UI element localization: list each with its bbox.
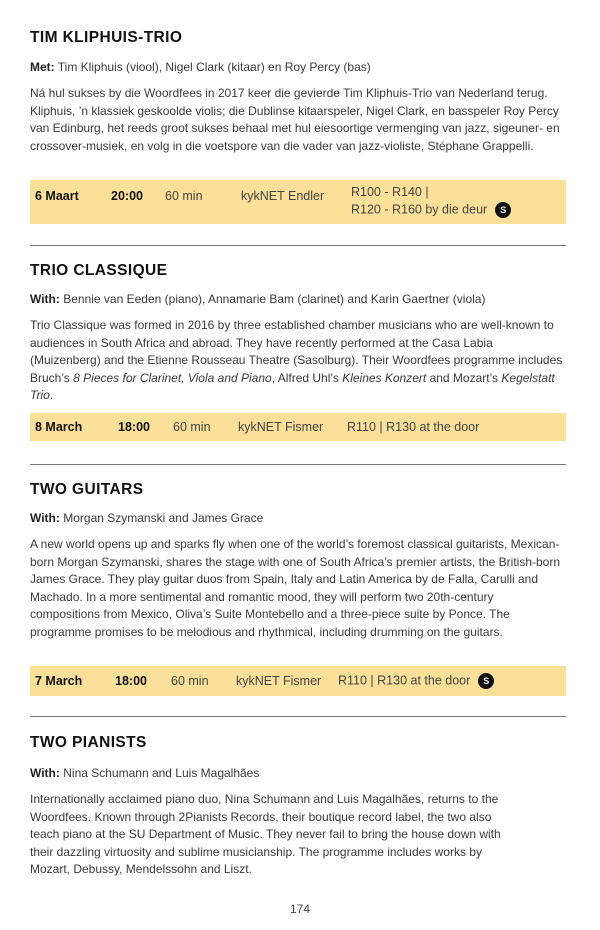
event-performers	[30, 510, 566, 526]
event-price: R110 | R130 at the door	[347, 420, 480, 434]
event-details-bar	[30, 666, 566, 696]
page-number: 174	[289, 902, 311, 916]
section-divider	[30, 245, 566, 246]
season-badge-icon: S	[478, 673, 494, 689]
event-venue: kykNET Fismer	[238, 420, 324, 434]
event-price-line1: R100 - R140 |	[351, 185, 429, 199]
event-date: 7 March	[35, 674, 83, 688]
event-trio-classique	[30, 261, 566, 405]
event-venue: kykNET Fismer	[236, 674, 322, 688]
performers-label: With:	[30, 292, 60, 306]
section-divider	[30, 464, 566, 465]
event-description: Trio Classique was formed in 2016 by three established chamber musicians who are well-known to audiences in South Africa and abroad. They have recently performed at the Casa Labia (Muizenberg) and the Etienne Rousseau Theatre (Sasolburg). Their Woordfees programme includes Bruch’s 8 Pieces for Clarinet, Viola and Piano, Alfred Uhl’s Kleines Konzert and Mozart’s Kegelstatt Trio.	[30, 318, 563, 402]
performers-label: Met:	[30, 60, 55, 74]
section-divider	[30, 716, 566, 717]
event-venue: kykNET Endler	[241, 189, 325, 203]
event-duration: 60 min	[171, 674, 209, 688]
event-date: 6 Maart	[35, 189, 79, 203]
event-time: 18:00	[115, 674, 147, 688]
performers-label: With:	[30, 766, 60, 780]
event-description: A new world opens up and sparks fly when one of the world’s foremost classical guitarists, Mexican-born Morgan Szymanski, shares the stage with one of South Africa’s premier artists, the British-born James Grace. They play guitar duos from Spain, Italy and Latin America by de Falla, Carulli and Machado. In a more sentimental and romantic mood, they will perform two 20th-century compositions from Mexico, Oliva’s Suite Montebello and a three-piece suite by Ponce. The programme promises to be melodious and rhythmical, including drumming on the guitars.	[30, 537, 561, 639]
event-date: 8 March	[35, 420, 83, 434]
event-time: 20:00	[111, 189, 143, 203]
event-title: TWO GUITARS	[30, 481, 144, 498]
event-title: TIM KLIPHUIS-TRIO	[30, 29, 183, 46]
event-details-bar	[30, 413, 566, 441]
event-two-pianists	[30, 733, 520, 879]
season-badge-icon: S	[495, 202, 511, 218]
event-tim-kliphuis-trio	[30, 28, 566, 155]
performers-label: With:	[30, 511, 60, 525]
performers-text: Bennie van Eeden (piano), Annamarie Bam (clarinet) and Karin Gaertner (viola)	[63, 292, 486, 306]
performers-text: Nina Schumann and Luis Magalhães	[63, 766, 260, 780]
performers-text: Tim Kliphuis (viool), Nigel Clark (kitaar) en Roy Percy (bas)	[57, 60, 371, 74]
event-price-line2: R120 - R160 by die deur S	[351, 202, 511, 218]
event-performers	[30, 765, 520, 781]
event-performers	[30, 291, 566, 307]
event-time: 18:00	[118, 420, 150, 434]
event-two-guitars	[30, 480, 566, 641]
event-description: Ná hul sukses by die Woordfees in 2017 keer die gevierde Tim Kliphuis-Trio van Nederland terug. Kliphuis, ’n klassiek geskoolde violis; die Dublinse kitaarspeler, Nigel Clark, en basspeler Roy Percy van Edinburg, het reeds groot sukses behaal met hul eiesoortige vermenging van jazz, sigeuner- en crossover-musiek, en volg in die voetspore van die vader van jazz-violiste, Stéphane Grappelli.	[30, 86, 560, 153]
event-duration: 60 min	[173, 420, 211, 434]
event-details-bar	[30, 180, 566, 224]
event-title: TRIO CLASSIQUE	[30, 262, 168, 279]
event-title: TWO PIANISTS	[30, 734, 147, 751]
performers-text: Morgan Szymanski and James Grace	[63, 511, 264, 525]
event-performers	[30, 59, 566, 75]
event-description: Internationally acclaimed piano duo, Nina Schumann and Luis Magalhães, returns to the Woordfees. Known through 2Pianists Records, their boutique record label, the two also teach piano at the SU Department of Music. They never fail to bring the house down with their dazzling virtuosity and sublime musicianship. The programme includes works by Mozart, Debussy, Mendelssohn and Liszt.	[30, 792, 501, 876]
event-price: R110 | R130 at the door S	[338, 673, 494, 689]
event-duration: 60 min	[165, 189, 203, 203]
